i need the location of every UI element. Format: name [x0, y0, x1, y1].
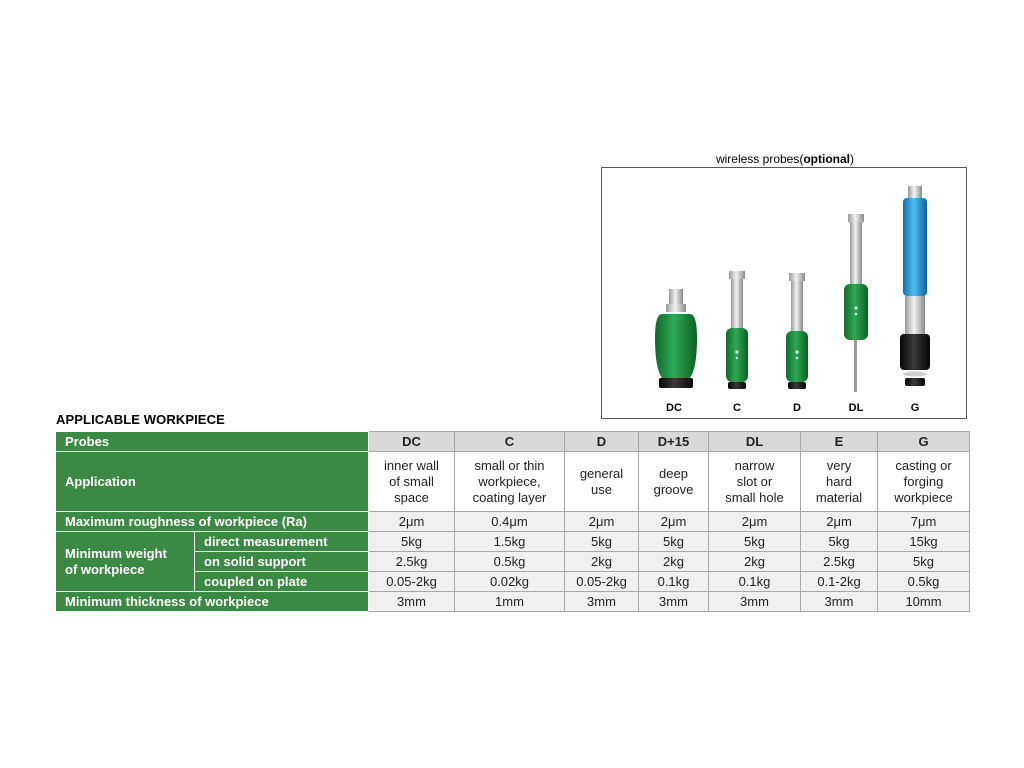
- application-line: use: [591, 481, 612, 497]
- col-header: G: [878, 432, 970, 452]
- weight-cell: 2kg: [639, 552, 709, 572]
- roughness-cell: 7μm: [878, 512, 970, 532]
- weight-cell: 0.1-2kg: [801, 572, 878, 592]
- caption-suffix: ): [850, 152, 855, 166]
- probe-c-graphic: [726, 271, 748, 389]
- probe-label-dl: DL: [848, 402, 864, 414]
- application-cell: [639, 452, 709, 512]
- application-line: of small: [389, 473, 434, 489]
- thickness-cell: 1mm: [455, 592, 565, 612]
- weight-cell: 2.5kg: [369, 552, 455, 572]
- probes-header-label: Probes: [56, 432, 369, 452]
- min-weight-label: [56, 532, 195, 592]
- application-line: forging: [903, 473, 944, 489]
- weight-sublabel: coupled on plate: [195, 572, 369, 592]
- thickness-cell: 3mm: [565, 592, 639, 612]
- weight-cell: 0.1kg: [639, 572, 709, 592]
- col-header: D+15: [639, 432, 709, 452]
- weight-cell: 0.5kg: [878, 572, 970, 592]
- application-line: casting or: [895, 457, 952, 473]
- application-cell: [878, 452, 970, 512]
- weight-cell: 1.5kg: [455, 532, 565, 552]
- thickness-cell: 3mm: [639, 592, 709, 612]
- applicable-workpiece-table: [55, 431, 970, 612]
- weight-cell: 5kg: [709, 532, 801, 552]
- weight-cell: 5kg: [565, 532, 639, 552]
- weight-cell: 0.05-2kg: [369, 572, 455, 592]
- probes-caption: [602, 152, 968, 166]
- weight-row-direct: [56, 532, 970, 552]
- thickness-cell: 3mm: [369, 592, 455, 612]
- thickness-label: Minimum thickness of workpiece: [56, 592, 369, 612]
- probe-g-graphic: [900, 186, 930, 386]
- probe-d-graphic: [786, 273, 808, 389]
- application-line: very: [826, 457, 852, 473]
- roughness-cell: 2μm: [801, 512, 878, 532]
- weight-sublabel: on solid support: [195, 552, 369, 572]
- application-line: coating layer: [472, 489, 547, 505]
- thickness-cell: 3mm: [709, 592, 801, 612]
- header-row: [56, 432, 970, 452]
- application-line: groove: [653, 481, 694, 497]
- col-header: D: [565, 432, 639, 452]
- weight-cell: 5kg: [639, 532, 709, 552]
- weight-cell: 2kg: [709, 552, 801, 572]
- probe-label-g: G: [910, 402, 920, 414]
- weight-cell: 2.5kg: [801, 552, 878, 572]
- application-line: deep: [659, 465, 688, 481]
- application-row: [56, 452, 970, 512]
- roughness-cell: 0.4μm: [455, 512, 565, 532]
- application-cell: [709, 452, 801, 512]
- weight-sublabel: direct measurement: [195, 532, 369, 552]
- roughness-row: [56, 512, 970, 532]
- col-header: DC: [369, 432, 455, 452]
- application-line: space: [394, 489, 429, 505]
- probe-label-d: D: [793, 402, 801, 414]
- application-line: general: [579, 465, 624, 481]
- thickness-row: [56, 592, 970, 612]
- col-header: DL: [709, 432, 801, 452]
- thickness-cell: 3mm: [801, 592, 878, 612]
- application-line: small hole: [725, 489, 784, 505]
- application-label: Application: [56, 452, 369, 512]
- probes-illustration: [602, 168, 968, 420]
- weight-cell: 5kg: [369, 532, 455, 552]
- application-line: narrow: [734, 457, 775, 473]
- application-line: material: [815, 489, 863, 505]
- probe-label-dc: DC: [666, 402, 682, 414]
- min-weight-label-line2: of workpiece: [65, 561, 145, 577]
- application-cell: [455, 452, 565, 512]
- weight-cell: 5kg: [801, 532, 878, 552]
- probe-dc-graphic: [655, 289, 697, 388]
- weight-cell: 0.1kg: [709, 572, 801, 592]
- min-weight-label-line1: Minimum weight: [65, 545, 167, 561]
- thickness-cell: 10mm: [878, 592, 970, 612]
- roughness-cell: 2μm: [639, 512, 709, 532]
- probes-image-panel: [601, 167, 967, 419]
- application-cell: [369, 452, 455, 512]
- application-line: inner wall: [384, 457, 439, 473]
- roughness-cell: 2μm: [565, 512, 639, 532]
- probe-label-c: C: [733, 402, 741, 414]
- roughness-cell: 2μm: [709, 512, 801, 532]
- weight-cell: 0.05-2kg: [565, 572, 639, 592]
- application-line: hard: [825, 473, 853, 489]
- weight-cell: 0.5kg: [455, 552, 565, 572]
- weight-cell: 2kg: [565, 552, 639, 572]
- col-header: C: [455, 432, 565, 452]
- application-line: workpiece,: [478, 473, 541, 489]
- application-line: small or thin: [474, 457, 545, 473]
- application-cell: [565, 452, 639, 512]
- application-cell: [801, 452, 878, 512]
- col-header: E: [801, 432, 878, 452]
- weight-cell: 0.02kg: [455, 572, 565, 592]
- probe-dl-graphic: [844, 214, 868, 392]
- roughness-label: Maximum roughness of workpiece (Ra): [56, 512, 369, 532]
- weight-cell: 5kg: [878, 552, 970, 572]
- caption-prefix: wireless probes(: [715, 152, 804, 166]
- section-title: APPLICABLE WORKPIECE: [56, 412, 225, 427]
- application-line: workpiece: [894, 489, 953, 505]
- roughness-cell: 2μm: [369, 512, 455, 532]
- application-line: slot or: [736, 473, 773, 489]
- caption-bold: optional: [803, 152, 851, 166]
- weight-cell: 15kg: [878, 532, 970, 552]
